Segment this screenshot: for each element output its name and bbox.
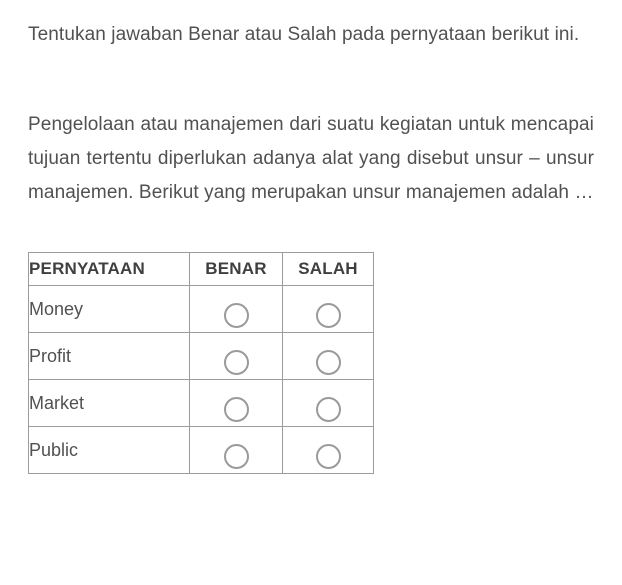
cell-money-salah[interactable]: [283, 286, 374, 333]
radio-market-salah[interactable]: [316, 397, 341, 422]
radio-profit-salah[interactable]: [316, 350, 341, 375]
statement-public: Public: [29, 427, 190, 474]
radio-market-benar[interactable]: [224, 397, 249, 422]
answer-table: [28, 252, 374, 474]
answer-table-body: [29, 286, 374, 474]
cell-public-benar[interactable]: [190, 427, 283, 474]
table-row: [29, 427, 374, 474]
statement-market: Market: [29, 380, 190, 427]
cell-profit-salah[interactable]: [283, 333, 374, 380]
header-pernyataan: PERNYATAAN: [29, 253, 190, 286]
cell-market-benar[interactable]: [190, 380, 283, 427]
radio-profit-benar[interactable]: [224, 350, 249, 375]
statement-profit: Profit: [29, 333, 190, 380]
table-row: [29, 286, 374, 333]
cell-public-salah[interactable]: [283, 427, 374, 474]
radio-money-benar[interactable]: [224, 303, 249, 328]
table-header-row: [29, 253, 374, 286]
statement-money: Money: [29, 286, 190, 333]
header-benar: BENAR: [190, 253, 283, 286]
radio-money-salah[interactable]: [316, 303, 341, 328]
header-salah: SALAH: [283, 253, 374, 286]
cell-market-salah[interactable]: [283, 380, 374, 427]
instruction-text: Tentukan jawaban Benar atau Salah pada pernyataan berikut ini.: [28, 24, 580, 45]
radio-public-benar[interactable]: [224, 444, 249, 469]
paragraph-spacer: [28, 52, 594, 108]
table-row: [29, 333, 374, 380]
cell-profit-benar[interactable]: [190, 333, 283, 380]
cell-money-benar[interactable]: [190, 286, 283, 333]
answer-table-head: [29, 253, 374, 286]
answer-table-wrapper: [28, 252, 594, 474]
table-row: [29, 380, 374, 427]
radio-public-salah[interactable]: [316, 444, 341, 469]
question-text: Pengelolaan atau manajemen dari suatu kegiatan untuk mencapai tujuan tertentu diperlukan adanya alat yang disebut unsur – unsur manajemen. Berikut yang merupakan unsur manajemen adalah …: [28, 114, 594, 203]
